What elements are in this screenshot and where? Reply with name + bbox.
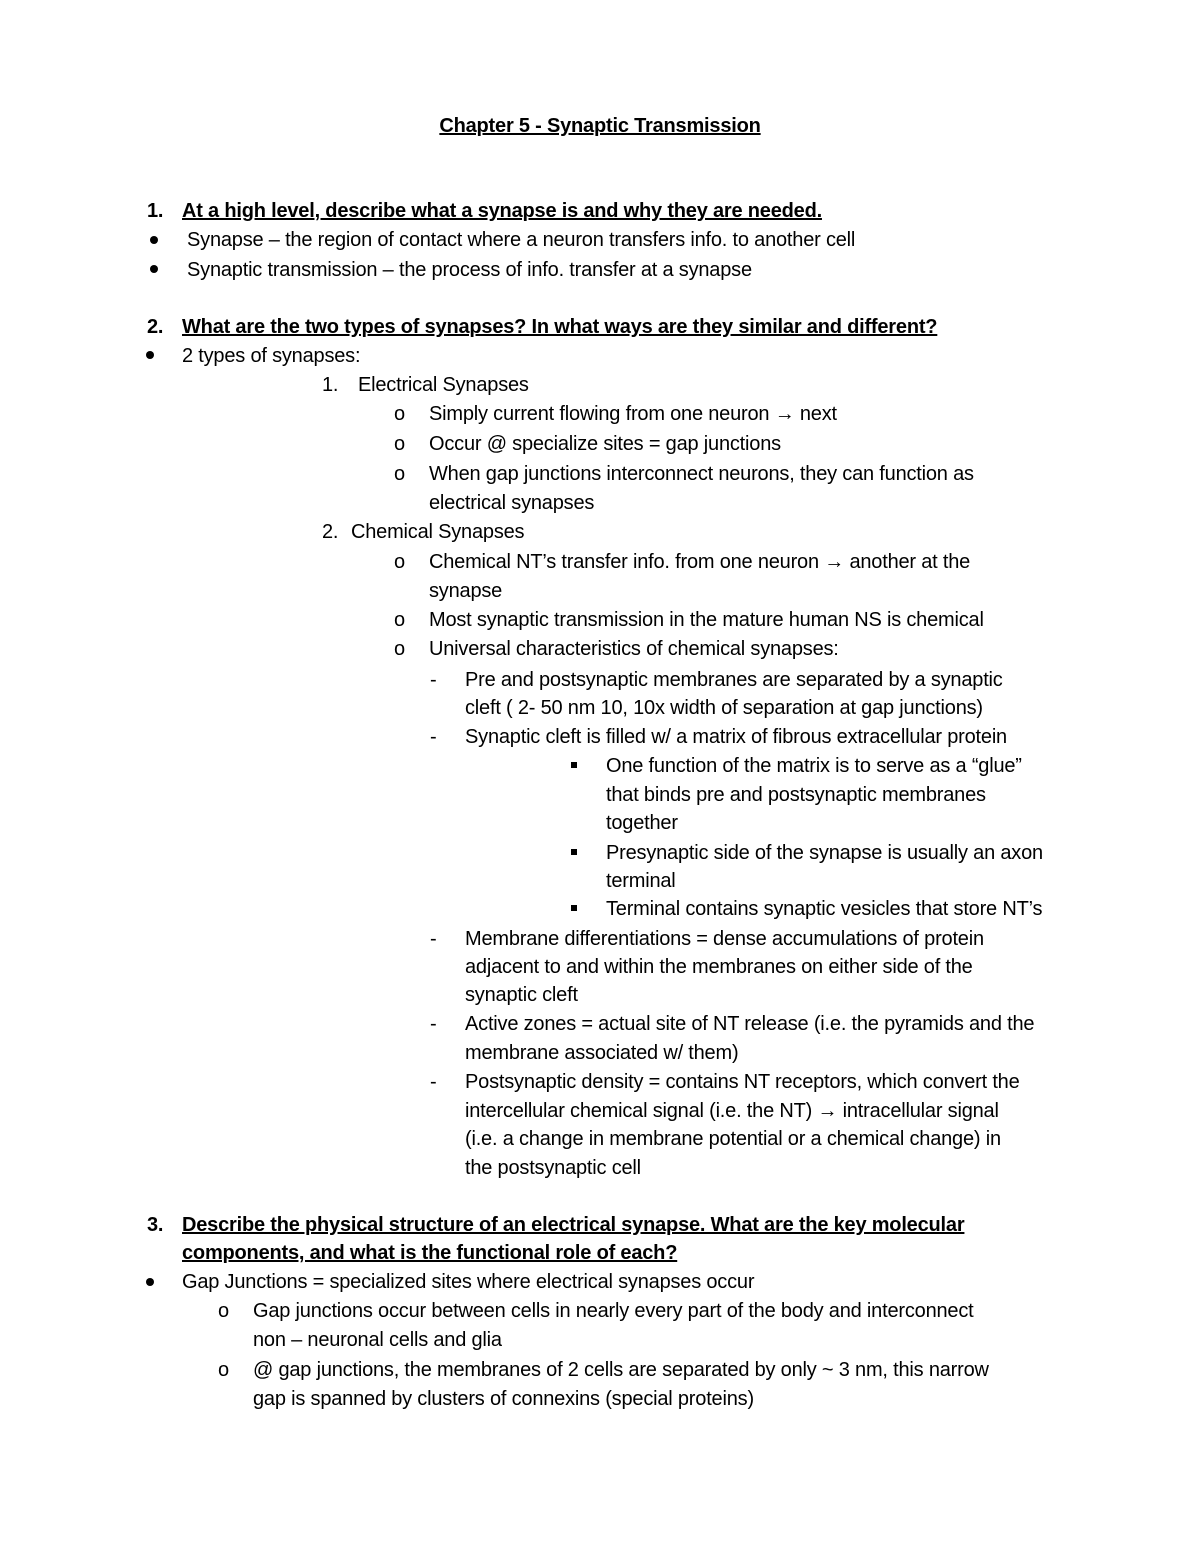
bullet-dot [146,351,154,359]
chemical-item-1-text: Chemical NT’s transfer info. from one neuron [429,551,819,573]
dash-item-2-line-1: Synaptic cleft is filled w/ a matrix of fibrous extracellular protein [465,726,1007,748]
question-3-text-line-2: components, and what is the functional role of each? [182,1242,678,1264]
dash-item-5-line-1: Postsynaptic density = contains NT receptors, which convert the [465,1071,1020,1093]
electrical-item-3: When gap junctions interconnect neurons, they can function as [429,463,974,485]
q1-bullet-1: Synapse – the region of contact where a neuron transfers info. to another cell [187,229,856,251]
electrical-item-2: Occur @ specialize sites = gap junctions [429,433,781,455]
dash-item-5-line-3: (i.e. a change in membrane potential or a chemical change) in [465,1128,1001,1150]
square-item-1-line-1: One function of the matrix is to serve as a “glue” [606,755,1022,777]
circle-bullet: o [394,609,406,631]
dash-marker: - [430,726,437,748]
circle-bullet: o [394,433,406,455]
dash-item-1-line-2: cleft ( 2- 50 nm 10, 10x width of separation at gap junctions) [465,697,983,719]
bullet-dot [150,236,158,244]
question-3-number: 3. [147,1214,164,1236]
dash-item-5-line-2 [465,1097,999,1126]
circle-bullet: o [394,638,406,660]
question-1-number: 1. [147,200,164,222]
arrow-icon: → [774,403,795,425]
q3-item-1-line-2: non – neuronal cells and glia [253,1329,502,1351]
dash-item-5-line-2-end: intracellular signal [842,1100,999,1122]
square-bullet [571,905,577,911]
circle-bullet: o [394,463,406,485]
q2-bullet: 2 types of synapses: [182,345,361,367]
chemical-label: Chemical Synapses [351,521,525,543]
electrical-item-1 [429,400,837,429]
chemical-item-1 [429,548,970,577]
bullet-dot [146,1278,154,1286]
question-1-text: At a high level, describe what a synapse is and why they are needed. [182,200,822,222]
square-item-3-line-1: Terminal contains synaptic vesicles that store NT’s [606,898,1043,920]
q3-item-1-line-1: Gap junctions occur between cells in nearly every part of the body and interconnect [253,1300,974,1322]
q3-item-2-line-2: gap is spanned by clusters of connexins (special proteins) [253,1388,754,1410]
dash-item-3-line-2: adjacent to and within the membranes on either side of the [465,956,973,978]
question-3-text-line-1: Describe the physical structure of an electrical synapse. What are the key molecular [182,1214,965,1236]
arrow-icon: → [824,551,845,573]
dash-item-5-line-4: the postsynaptic cell [465,1157,641,1179]
circle-bullet: o [218,1300,230,1322]
circle-bullet: o [394,551,406,573]
square-item-2-line-2: terminal [606,870,676,892]
dash-item-3-line-3: synaptic cleft [465,984,578,1006]
square-bullet [571,849,577,855]
dash-marker: - [430,1071,437,1093]
chemical-item-1-cont: synapse [429,580,503,602]
dash-marker: - [430,1013,437,1035]
electrical-item-1-text: Simply current flowing from one neuron [429,403,770,425]
circle-bullet: o [218,1359,230,1381]
question-2-text: What are the two types of synapses? In what ways are they similar and different? [182,316,938,338]
q3-bullet: Gap Junctions = specialized sites where electrical synapses occur [182,1271,755,1293]
dash-marker: - [430,669,437,691]
q3-item-2-line-1: @ gap junctions, the membranes of 2 cells are separated by only ~ 3 nm, this narrow [253,1359,989,1381]
dash-item-4-line-1: Active zones = actual site of NT release (i.e. the pyramids and the [465,1013,1035,1035]
chemical-item-3: Universal characteristics of chemical synapses: [429,638,839,660]
chemical-item-2: Most synaptic transmission in the mature human NS is chemical [429,609,984,631]
page-title: Chapter 5 - Synaptic Transmission [439,115,761,137]
electrical-item-3-cont: electrical synapses [429,492,595,514]
square-item-2-line-1: Presynaptic side of the synapse is usually an axon [606,842,1043,864]
bullet-dot [150,265,158,273]
dash-item-1-line-1: Pre and postsynaptic membranes are separated by a synaptic [465,669,1003,691]
electrical-item-1-end: next [799,403,837,425]
square-item-1-line-3: together [606,812,678,834]
arrow-icon: → [817,1100,838,1122]
dash-marker: - [430,928,437,950]
dash-item-4-line-2: membrane associated w/ them) [465,1042,739,1064]
chemical-item-1-end: another at the [849,551,971,573]
q1-bullet-2: Synaptic transmission – the process of info. transfer at a synapse [187,259,752,281]
electrical-number: 1. [322,374,339,396]
electrical-label: Electrical Synapses [358,374,529,396]
dash-item-5-line-2-text: intercellular chemical signal (i.e. the NT) [465,1100,813,1122]
chemical-number: 2. [322,521,339,543]
question-2-number: 2. [147,316,164,338]
square-bullet [571,762,577,768]
square-item-1-line-2: that binds pre and postsynaptic membranes [606,784,986,806]
circle-bullet: o [394,403,406,425]
dash-item-3-line-1: Membrane differentiations = dense accumulations of protein [465,928,984,950]
